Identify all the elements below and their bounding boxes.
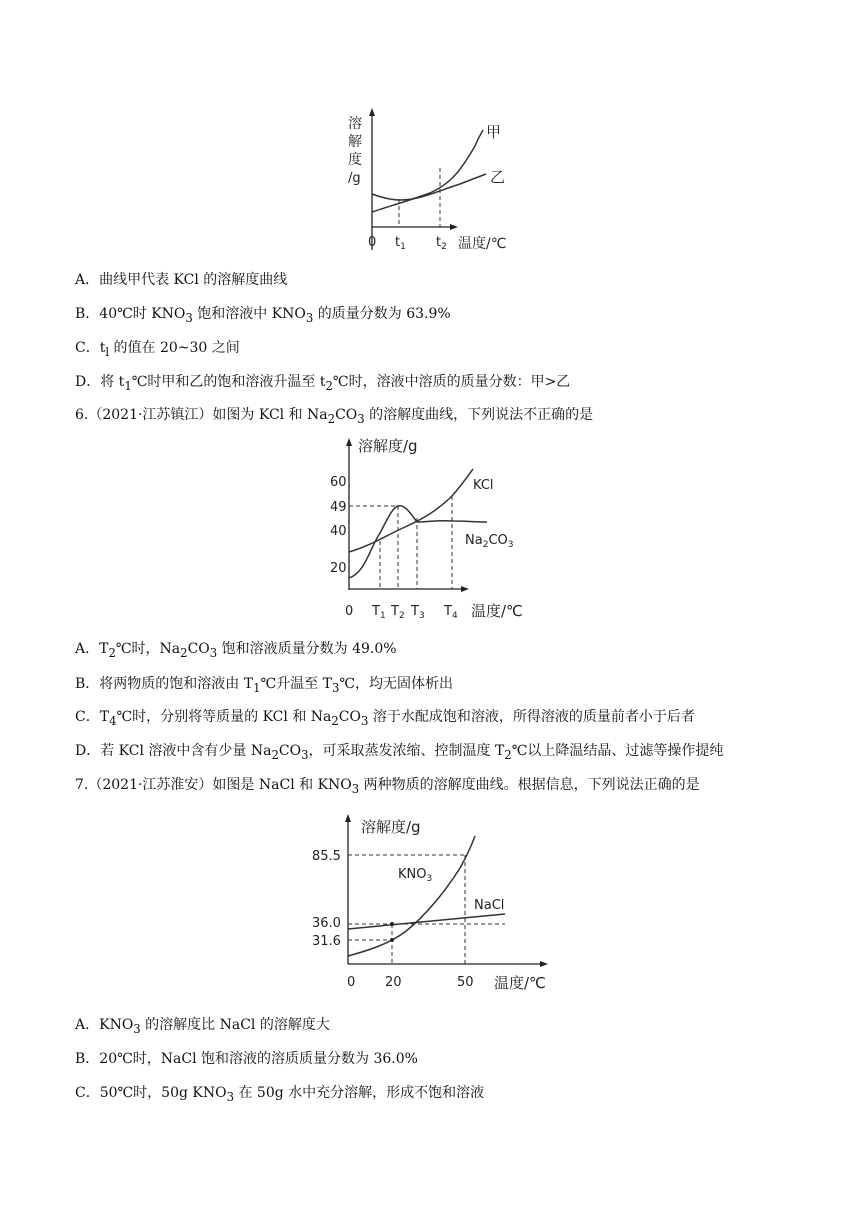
- point-kno3-20: [390, 938, 394, 942]
- series-label-yi: 乙: [490, 168, 506, 186]
- q5-option-c: C．$t_l$ 的值在 20~30 之间: [75, 340, 240, 359]
- y-tick-85-5: 85.5: [312, 849, 341, 864]
- t1-label: $t_1$: [395, 235, 406, 252]
- y-axis-label-1: 溶: [348, 116, 362, 132]
- x-axis-arrow: [450, 224, 458, 230]
- origin-label: 0: [347, 975, 356, 990]
- q7-option-c: C．50℃时，50g $KNO_3$ 在 50g 水中充分溶解，形成不饱和溶液: [75, 1085, 485, 1104]
- x-tick-t3: $T_3$: [411, 604, 425, 621]
- q6-option-d: D．若 KCl 溶液中含有少量 $Na_2CO_3$，可采取蒸发浓缩、控制温度 $T_2℃$以上降温结晶、过滤等操作提纯: [75, 743, 724, 762]
- y-tick-31-6: 31.6: [312, 934, 341, 949]
- origin-label: 0: [345, 604, 354, 619]
- y-tick-36-0: 36.0: [312, 916, 341, 931]
- x-tick-t1: $T_1$: [372, 604, 386, 621]
- point-nacl-20: [390, 922, 394, 926]
- q7-option-b: B．20℃时，NaCl 饱和溶液的溶质质量分数为 36.0%: [75, 1051, 418, 1067]
- curve-kcl: [349, 469, 473, 552]
- series-label-nacl: NaCl: [474, 898, 505, 913]
- series-label-kcl: KCl: [473, 478, 494, 493]
- y-axis-label: 溶解度/g: [358, 437, 418, 455]
- curve-nacl: [348, 914, 505, 929]
- y-axis-arrow: [346, 438, 352, 446]
- y-axis-label-2: 解: [348, 134, 362, 150]
- solubility-chart-nacl-kno3: [310, 812, 560, 994]
- q5-option-a: A．曲线甲代表 KCl 的溶解度曲线: [75, 272, 288, 288]
- series-label-na2co3: $Na_2CO_3$: [465, 533, 514, 550]
- t2-label: $t_2$: [436, 235, 447, 252]
- curve-yi: [372, 174, 486, 200]
- y-axis-arrow: [345, 814, 351, 822]
- solubility-chart-jia-yi: [340, 108, 530, 256]
- y-tick-20: 20: [330, 561, 347, 576]
- series-label-jia: 甲: [486, 123, 502, 141]
- curve-kno3: [348, 836, 475, 956]
- q6-stem: 6.（2021·江苏镇江）如图为 KCl 和 $Na_2CO_3$ 的溶解度曲线，下列说法不正确的是: [75, 407, 594, 426]
- q6-option-a: A．$T_2℃$时，$Na_2CO_3$ 饱和溶液质量分数为 49.0%: [75, 641, 397, 660]
- y-axis-label-3: 度: [348, 152, 362, 168]
- q5-option-b: B．40℃时 $KNO_3$ 饱和溶液中 $KNO_3$ 的质量分数为 63.9%: [75, 306, 451, 325]
- origin-label: 0: [368, 235, 377, 250]
- x-axis-arrow: [540, 961, 548, 967]
- q5-option-d: D．将 $t_1℃$时甲和乙的饱和溶液升温至 $t_2℃$时，溶液中溶质的质量分数：甲>乙: [75, 374, 571, 393]
- y-tick-40: 40: [330, 524, 347, 539]
- q7-stem: 7.（2021·江苏淮安）如图是 NaCl 和 $KNO_3$ 两种物质的溶解度曲线。根据信息，下列说法正确的是: [75, 777, 700, 796]
- x-axis-label: 温度/℃: [494, 974, 546, 992]
- q7-option-a: A．$KNO_3$ 的溶解度比 NaCl 的溶解度大: [75, 1017, 330, 1036]
- solubility-chart-kcl-na2co3: [325, 438, 535, 624]
- y-tick-49: 49: [330, 500, 347, 515]
- curve-jia: [372, 130, 483, 212]
- x-tick-t2: $T_2$: [391, 604, 405, 621]
- x-tick-50: 50: [457, 975, 474, 990]
- x-tick-t4: $T_4$: [444, 604, 458, 621]
- x-axis-label: 温度/℃: [471, 602, 523, 620]
- y-tick-60: 60: [330, 475, 347, 490]
- series-label-kno3: $KNO_3$: [398, 867, 433, 884]
- x-axis-arrow: [461, 586, 469, 592]
- x-tick-20: 20: [385, 975, 402, 990]
- y-axis-arrow: [369, 108, 375, 116]
- y-axis-label: 溶解度/g: [361, 818, 421, 836]
- q6-option-c: C．$T_4℃$时，分别将等质量的 KCl 和 $Na_2CO_3$ 溶于水配成饱和溶液，所得溶液的质量前者小于后者: [75, 709, 695, 728]
- x-axis-label: 温度/℃: [458, 236, 507, 252]
- q6-option-b: B．将两物质的饱和溶液由 $T_1℃$升温至 $T_3℃$，均无固体析出: [75, 676, 454, 695]
- y-axis-label-4: /g: [348, 171, 361, 186]
